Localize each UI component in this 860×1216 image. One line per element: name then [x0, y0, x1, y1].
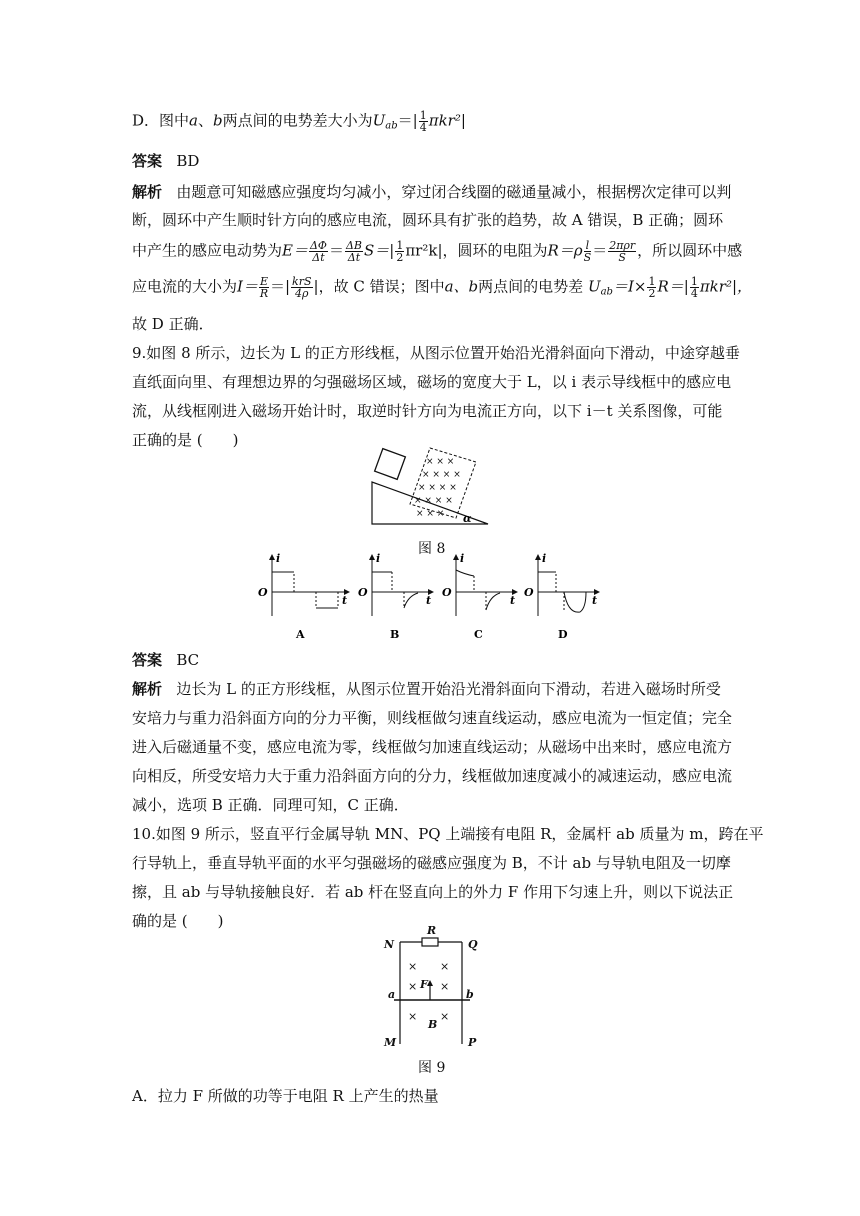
fraction: $\frac{1}{4}$: [690, 275, 698, 300]
svg-text:b: b: [466, 988, 474, 1001]
analysis-2-line-5: 减小，选项 B 正确．同理可知，C 正确．: [132, 796, 409, 814]
svg-text:a: a: [388, 988, 396, 1001]
fraction: $\frac{1}{2}$: [648, 275, 656, 300]
option-a: A．拉力 F 所做的功等于电阻 R 上产生的热量: [132, 1087, 439, 1105]
svg-text:R: R: [427, 924, 437, 937]
analysis-2-line-2: 安培力与重力沿斜面方向的分力平衡，则线框做匀速直线运动，感应电流为一恒定值；完全: [132, 709, 733, 727]
analysis-1-line-2: 断，圆环中产生顺时针方向的感应电流，圆环具有扩张的趋势，故 A 错误，B 正确；圆环: [132, 211, 724, 229]
svg-text:×: ×: [408, 1010, 418, 1023]
q9-line-2: 直纸面向里、有理想边界的匀强磁场区域，磁场的宽度大于 L，以 i 表示导线框中的感应电: [132, 373, 732, 391]
svg-text:N: N: [384, 938, 395, 951]
fraction: $\frac{E}{R}$: [259, 275, 269, 300]
figure-8-caption: 图 8: [418, 541, 446, 557]
svg-text:B: B: [428, 1018, 438, 1031]
svg-text:C: C: [474, 628, 483, 641]
graph-c: [440, 552, 522, 642]
fraction: $\frac{\text{krS}}{4\rho}$: [292, 275, 312, 300]
svg-text:O: O: [524, 586, 534, 599]
svg-text:× × × ×: × × × ×: [418, 483, 457, 493]
svg-text:t: t: [426, 594, 432, 607]
svg-text:M: M: [384, 1036, 397, 1049]
figure-8-incline: [360, 440, 500, 532]
q10-line-4: 确的是 ( ): [132, 912, 224, 930]
angle-alpha: α: [463, 512, 472, 525]
graph-d: [522, 552, 604, 642]
svg-text:i: i: [276, 552, 281, 565]
q9-line-3: 流，从线框刚进入磁场开始计时，取逆时针方向为电流正方向，以下 i－t 关系图像，可能: [132, 402, 723, 420]
option-d: D．图中a、b两点间的电势差大小为$U_{ab}=|$ $\frac{1}{4}$ πkr²|: [132, 109, 466, 134]
q9-line-4: 正确的是 ( ): [132, 431, 239, 449]
fraction: $\frac{\Delta B}{\Delta t}$: [345, 239, 362, 264]
svg-text:P: P: [468, 1036, 477, 1049]
q9-line-1: 9.如图 8 所示，边长为 L 的正方形线框，从图示位置开始沿光滑斜面向下滑动，中途穿越垂: [132, 344, 740, 362]
fraction: $\frac{1}{2}$: [396, 239, 404, 264]
field-crosses: [414, 457, 461, 519]
svg-text:B: B: [390, 628, 400, 641]
analysis-2-line-4: 向相反，所受安培力大于重力沿斜面方向的分力，线框做加速度减小的减速运动，感应电流: [132, 767, 733, 785]
svg-text:O: O: [358, 586, 368, 599]
q10-line-1: 10.如图 9 所示，竖直平行金属导轨 MN、PQ 上端接有电阻 R，金属杆 ab 质量为 m，跨在平: [132, 825, 764, 843]
analysis-1-line-5: 故 D 正确．: [132, 315, 214, 333]
svg-text:×: ×: [408, 960, 418, 973]
svg-text:O: O: [258, 586, 268, 599]
svg-text:×: ×: [440, 960, 450, 973]
analysis-1-line-4: 应电流的大小为I＝ $\frac{E}{R}$ ＝| $\frac{\text{krS}}{4\rho}$ |，故 C 错误；图中a、b两点间的电势差 $U_{ab}=I\times$ $\frac{1}{2}$ R＝| $\frac{1}{4}$ πkr²|，: [132, 275, 753, 300]
fraction: $\frac{1}{4}$: [419, 109, 427, 134]
svg-text:i: i: [542, 552, 547, 565]
svg-text:t: t: [510, 594, 516, 607]
svg-text:×: ×: [440, 980, 450, 993]
graph-a: [256, 552, 354, 642]
svg-text:×: ×: [408, 980, 418, 993]
square-loop: [375, 449, 406, 480]
svg-text:t: t: [342, 594, 348, 607]
q10-line-3: 擦，且 ab 与导轨接触良好．若 ab 杆在竖直向上的外力 F 作用下匀速上升，则以下说法正: [132, 883, 734, 901]
svg-text:× × × ×: × × × ×: [422, 470, 461, 480]
svg-text:× × ×: × × ×: [426, 457, 455, 467]
svg-text:t: t: [592, 594, 598, 607]
figure-9-rails: [378, 922, 490, 1054]
analysis-1-line-1: 解析 由题意可知磁感应强度均匀减小，穿过闭合线圈的磁通量减小，根据楞次定律可以判: [132, 183, 732, 201]
svg-text:×: ×: [440, 1010, 450, 1023]
fraction: $\frac{\Delta\Phi}{\Delta t}$: [309, 239, 327, 264]
analysis-1-line-3: 中产生的感应电动势为E＝ $\frac{\Delta\Phi}{\Delta t}$ ＝ $\frac{\Delta B}{\Delta t}$ S＝| $\frac{1}{2}$ πr²k|，圆环的电阻为R＝ρ $\frac{l}{S}$ ＝ $\frac{\text{2πρr}}{S}$ ，所以圆环中感: [132, 239, 743, 264]
answer-2: 答案 BC: [132, 651, 200, 669]
figure-9-caption: 图 9: [418, 1060, 446, 1076]
answer-1: 答案 BD: [132, 152, 200, 170]
svg-text:F: F: [420, 978, 428, 991]
analysis-2-line-1: 解析 边长为 L 的正方形线框，从图示位置开始沿光滑斜面向下滑动，若进入磁场时所受: [132, 680, 721, 698]
svg-text:A: A: [296, 628, 305, 641]
analysis-2-line-3: 进入后磁通量不变，感应电流为零，线框做匀加速直线运动；从磁场中出来时，感应电流方: [132, 738, 733, 756]
svg-text:i: i: [460, 552, 465, 565]
field-crosses: [408, 960, 449, 1023]
svg-text:O: O: [442, 586, 452, 599]
fraction: $\frac{\text{2πρr}}{S}$: [609, 239, 636, 264]
graph-b: [356, 552, 438, 642]
q10-line-2: 行导轨上，垂直导轨平面的水平匀强磁场的磁感应强度为 B，不计 ab 与导轨电阻及一切摩: [132, 854, 731, 872]
fraction: $\frac{l}{S}$: [583, 239, 592, 264]
resistor: [422, 938, 438, 946]
svg-text:i: i: [376, 552, 381, 565]
svg-text:× × ×: × × ×: [416, 509, 445, 519]
svg-text:D: D: [558, 628, 568, 641]
svg-text:Q: Q: [468, 938, 478, 951]
svg-text:× × × ×: × × × ×: [414, 496, 453, 506]
